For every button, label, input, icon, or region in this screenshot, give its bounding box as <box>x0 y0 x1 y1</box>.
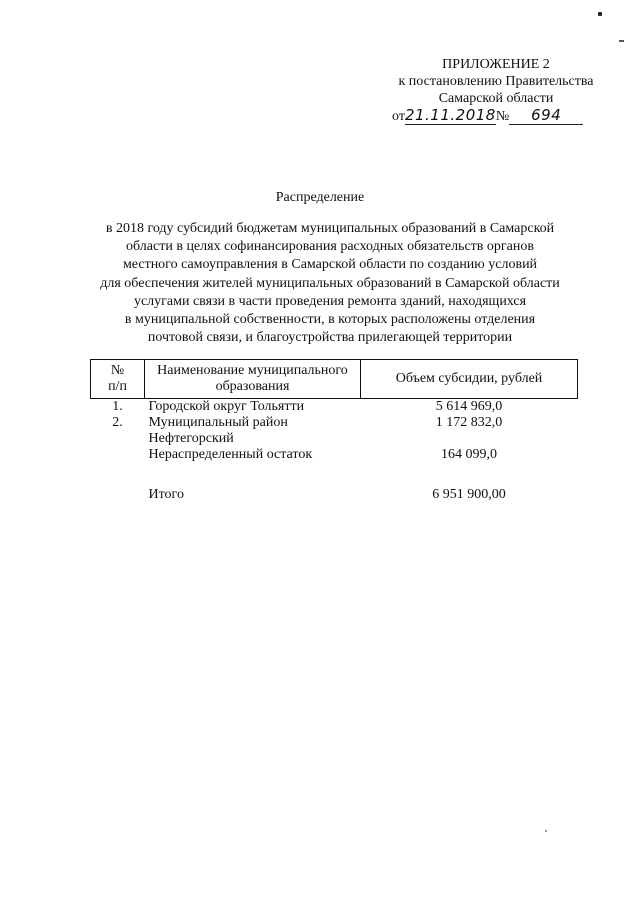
row-sum: 5 614 969,0 <box>435 399 503 414</box>
appendix-title: ПРИЛОЖЕНИЕ 2 <box>442 57 550 72</box>
appendix-region: Самарской области <box>438 91 554 106</box>
handwritten-date: 21.11.2018 <box>404 106 496 124</box>
table-row <box>91 447 578 487</box>
scan-mark <box>598 12 602 16</box>
subtitle-line: для обеспечения жителей муниципальных образований в Самарской области <box>100 275 560 291</box>
date-prefix: от <box>392 109 405 124</box>
row-name-line: Муниципальный район <box>148 415 288 430</box>
row-name-line: Городской округ Тольятти <box>148 399 305 414</box>
subtitle-line: местного самоуправления в Самарской области по созданию условий <box>122 257 538 273</box>
header-name-line: образования <box>215 379 290 394</box>
header-name-line: Наименование муниципального <box>157 363 348 378</box>
header-sum: Объем субсидии, рублей <box>361 360 578 399</box>
table-row-total <box>91 487 578 507</box>
document-subtitle <box>90 220 570 347</box>
appendix-resolution: к постановлению Правительства <box>398 74 594 89</box>
row-name <box>145 399 361 416</box>
row-number <box>91 487 145 507</box>
row-number <box>91 447 145 487</box>
header-num-line: п/п <box>108 379 127 394</box>
subtitle-line: области в целях софинансирования расходных обязательств органов <box>126 239 534 255</box>
subtitle-line: в муниципальной собственности, в которых расположены отделения <box>124 312 536 328</box>
scan-mark <box>619 40 624 42</box>
row-number: 2. <box>112 415 123 430</box>
row-name-line: Нераспределенный остаток <box>148 447 313 462</box>
row-name-line: Нефтегорский <box>148 431 234 446</box>
handwritten-number: 694 <box>509 107 583 125</box>
subsidy-table <box>90 359 578 507</box>
header-num <box>91 360 145 399</box>
document-title: Распределение <box>275 190 365 205</box>
table-header-row <box>91 360 578 399</box>
row-number: 1. <box>112 399 123 414</box>
row-name <box>145 415 361 447</box>
subtitle-line: почтовой связи, и благоустройства прилегающей территории <box>147 330 513 346</box>
scan-mark <box>545 830 547 832</box>
row-name <box>145 447 361 487</box>
header-name <box>145 360 361 399</box>
row-name-line: Итого <box>148 487 184 502</box>
row-sum: 164 099,0 <box>441 447 497 462</box>
appendix-date-line <box>380 107 612 125</box>
subtitle-line: услугами связи в части проведения ремонта зданий, находящихся <box>133 293 527 309</box>
table-row <box>91 399 578 416</box>
header-num-line: № <box>110 363 125 378</box>
number-prefix: № <box>495 109 510 124</box>
appendix-header <box>380 56 612 125</box>
row-name <box>145 487 361 507</box>
row-sum: 6 951 900,00 <box>432 487 506 502</box>
row-sum: 1 172 832,0 <box>435 415 503 430</box>
table-row <box>91 415 578 447</box>
subtitle-line: в 2018 году субсидий бюджетам муниципальных образований в Самарской <box>105 221 555 236</box>
